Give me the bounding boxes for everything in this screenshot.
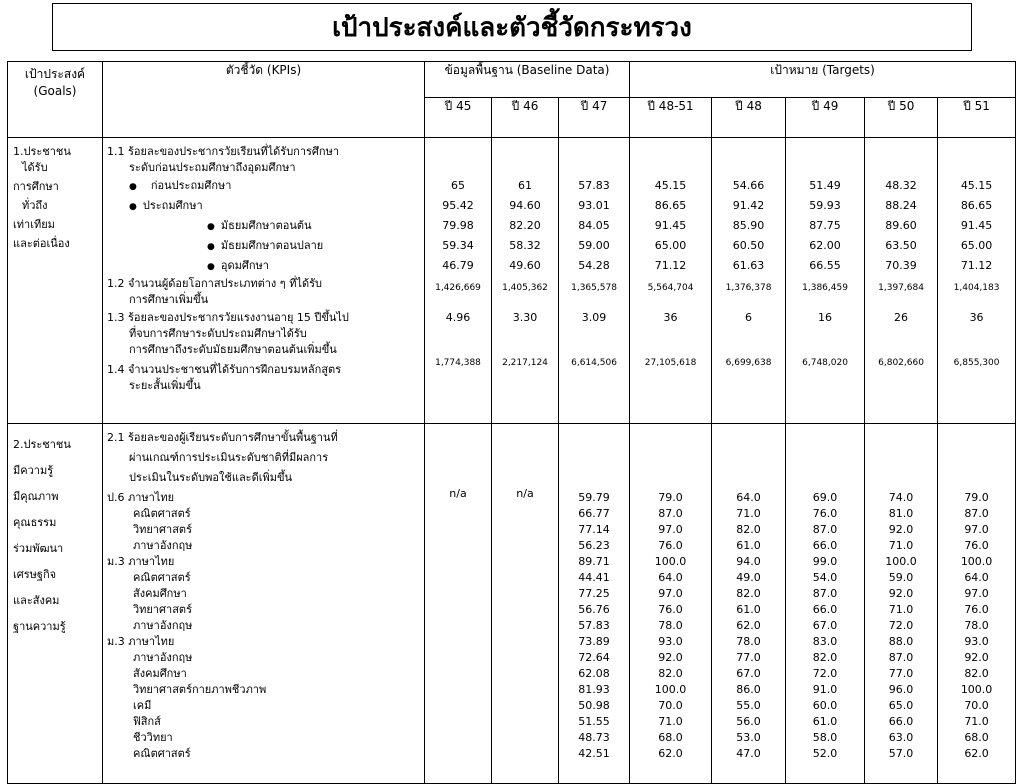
section-1-kpis: [103, 138, 425, 424]
score-value: 66.0: [812, 539, 838, 552]
score-value: 92.0: [964, 651, 989, 664]
subject-list: [107, 490, 424, 762]
score-value: 71.0: [888, 539, 914, 552]
section-2-row: [8, 424, 1016, 784]
score-value: 92.0: [888, 587, 914, 600]
score-value: 73.89: [578, 635, 610, 648]
section-1-row: [8, 138, 1016, 424]
percent-value: 6: [745, 311, 753, 324]
score-value: 77.14: [578, 523, 610, 536]
score-value: 71.0: [964, 715, 989, 728]
goal-line: และสังคม: [13, 594, 60, 607]
subject-label: ภาษาอังกฤษ: [133, 539, 193, 552]
pct-value: 94.60: [509, 199, 541, 212]
kpi-line: ผ่านเกณฑ์การประเมินระดับชาติที่มีผลการ: [129, 451, 329, 464]
year-header: ปี 48: [712, 98, 786, 138]
header-targets: เป้าหมาย (Targets): [630, 62, 1016, 98]
score-value: 70.0: [658, 699, 683, 712]
section-2-col-46: [492, 424, 559, 784]
score-value: 61.0: [736, 539, 761, 552]
pct-value: 86.65: [960, 199, 993, 212]
score-value: 92.0: [658, 651, 683, 664]
kpi-text: มัธยมศึกษาตอนปลาย: [220, 239, 324, 252]
score-value: 70.0: [964, 699, 989, 712]
score-value: 97.0: [658, 523, 683, 536]
bullet-icon: [207, 259, 221, 272]
score-value: 76.0: [812, 507, 838, 520]
pct-value: 59.34: [442, 239, 474, 252]
score-value: 56.76: [578, 603, 610, 616]
kpi-line: 1.2 จำนวนผู้ด้อยโอกาสประเภทต่าง ๆ ที่ได้รับ: [107, 277, 323, 290]
goal-line: 1.ประชาชน: [13, 145, 71, 158]
score-value: 53.0: [736, 731, 761, 744]
score-value: 87.0: [812, 587, 838, 600]
subject-label: เคมี: [133, 699, 152, 712]
section-1-col: [938, 138, 1016, 424]
score-value: 100.0: [654, 683, 687, 696]
pct-value: 45.15: [960, 179, 993, 192]
score-value: 76.0: [658, 539, 683, 552]
count-value: 1,386,459: [802, 283, 848, 293]
section-1-col: [492, 138, 559, 424]
score-value: 52.0: [812, 747, 838, 760]
count-value: 1,397,684: [878, 283, 924, 293]
kpi-line: [107, 216, 424, 236]
goal-line: คุณธรรม: [13, 516, 57, 529]
subject-label: คณิตศาสตร์: [133, 747, 191, 760]
kpi-line: ระดับก่อนประถมศึกษาถึงอุดมศึกษา: [129, 161, 296, 174]
pct-value: 88.24: [885, 199, 917, 212]
subject-label: ฟิสิกส์: [133, 715, 161, 728]
score-value: 57.0: [888, 747, 914, 760]
score-value: 56.0: [736, 715, 761, 728]
na-value: n/a: [449, 487, 467, 500]
goal-line: การศึกษา: [13, 180, 59, 193]
kpi-line: 2.1 ร้อยละของผู้เรียนระดับการศึกษาขั้นพื้นฐานที่: [107, 431, 338, 444]
pct-value: 71.12: [960, 259, 993, 272]
score-value: 77.25: [578, 587, 610, 600]
score-value: 67.0: [812, 619, 838, 632]
pct-value: 60.50: [732, 239, 765, 252]
kpi-line: [107, 236, 424, 256]
score-value: 97.0: [658, 587, 683, 600]
percent-value: 36: [663, 311, 678, 324]
score-value: 54.0: [812, 571, 838, 584]
pct-value: 95.42: [442, 199, 474, 212]
pct-value: 82.20: [509, 219, 541, 232]
pct-value: 70.39: [885, 259, 917, 272]
count-value: 6,748,020: [802, 358, 848, 368]
pct-value: 84.05: [578, 219, 610, 232]
score-value: 77.0: [736, 651, 761, 664]
pct-value: 59.00: [578, 239, 610, 252]
pct-value: 66.55: [809, 259, 841, 272]
count-value: 1,774,388: [435, 358, 481, 368]
score-value: 100.0: [654, 555, 687, 568]
score-value: 50.98: [578, 699, 610, 712]
score-value: 82.0: [812, 651, 838, 664]
score-value: 62.0: [658, 747, 683, 760]
score-value: 57.83: [578, 619, 610, 632]
pct-value: 65.00: [960, 239, 993, 252]
score-value: 82.0: [658, 667, 683, 680]
score-value: 66.0: [888, 715, 914, 728]
section-2-col: [938, 424, 1016, 784]
score-value: 78.0: [658, 619, 683, 632]
pct-value: 91.42: [732, 199, 765, 212]
section-2-goal: [8, 424, 103, 784]
subject-label: วิทยาศาสตร์กายภาพชีวภาพ: [133, 683, 267, 696]
goal-line: และต่อเนื่อง: [13, 237, 70, 250]
score-value: 81.0: [888, 507, 914, 520]
score-value: 71.0: [888, 603, 914, 616]
header-kpis: ตัวชี้วัด (KPIs): [103, 62, 425, 138]
score-value: 79.0: [964, 491, 989, 504]
goal-line: ทั่วถึง: [22, 199, 48, 212]
percent-value: 3.30: [512, 311, 538, 324]
year-header: ปี 49: [786, 98, 865, 138]
year-header: ปี 51: [938, 98, 1016, 138]
score-value: 42.51: [578, 747, 610, 760]
count-value: 6,699,638: [725, 358, 772, 368]
pct-value: 48.32: [885, 179, 917, 192]
bullet-icon: [207, 239, 221, 252]
score-value: 60.0: [812, 699, 838, 712]
score-value: 61.0: [812, 715, 838, 728]
section-1-col: [630, 138, 712, 424]
subject-label: สังคมศึกษา: [133, 667, 187, 680]
kpi-text: ก่อนประถมศึกษา: [150, 179, 232, 192]
goal-line: ได้รับ: [22, 161, 48, 174]
kpi-line: 1.4 จำนวนประชาชนที่ได้รับการฝึกอบรมหลักสูตร: [107, 363, 342, 376]
pct-value: 71.12: [654, 259, 687, 272]
score-value: 87.0: [964, 507, 989, 520]
score-value: 69.0: [812, 491, 838, 504]
section-1-col: [865, 138, 938, 424]
score-value: 79.0: [658, 491, 683, 504]
score-value: 55.0: [736, 699, 761, 712]
score-value: 83.0: [812, 635, 838, 648]
score-value: 62.08: [578, 667, 610, 680]
section-2-col: [559, 424, 630, 784]
count-value: 27,105,618: [644, 358, 697, 368]
pct-value: 93.01: [578, 199, 610, 212]
pct-value: 91.45: [654, 219, 687, 232]
score-value: 76.0: [964, 603, 989, 616]
score-value: 71.0: [658, 715, 683, 728]
count-value: 5,564,704: [647, 283, 694, 293]
pct-value: 61: [518, 179, 532, 192]
percent-value: 16: [818, 311, 833, 324]
score-value: 94.0: [736, 555, 761, 568]
pct-value: 57.83: [578, 179, 610, 192]
pct-value: 54.66: [732, 179, 765, 192]
title-box: [52, 3, 972, 51]
score-value: 76.0: [658, 603, 683, 616]
score-value: 97.0: [964, 523, 989, 536]
score-value: 71.0: [736, 507, 761, 520]
percent-value: 3.09: [581, 311, 607, 324]
count-value: 1,405,362: [502, 283, 548, 293]
subject-label: ภาษาอังกฤษ: [133, 651, 193, 664]
page-title: เป้าประสงค์และตัวชี้วัดกระทรวง: [332, 12, 692, 43]
score-value: 62.0: [736, 619, 761, 632]
score-value: 47.0: [736, 747, 761, 760]
count-value: 1,404,183: [953, 283, 1000, 293]
percent-value: 36: [969, 311, 984, 324]
header-baseline: ข้อมูลพื้นฐาน (Baseline Data): [425, 62, 630, 98]
count-value: 1,365,578: [571, 283, 617, 293]
kpi-line: ประเมินในระดับพอใช้และดีเพิ่มขึ้น: [129, 471, 293, 484]
subject-label: คณิตศาสตร์: [133, 571, 191, 584]
count-value: 6,614,506: [571, 358, 617, 368]
score-value: 86.0: [736, 683, 761, 696]
score-value: 48.73: [578, 731, 610, 744]
score-value: 76.0: [964, 539, 989, 552]
score-value: 78.0: [964, 619, 989, 632]
score-value: 72.0: [812, 667, 838, 680]
pct-value: 65: [451, 179, 465, 192]
year-header: ปี 47: [559, 98, 630, 138]
score-value: 72.64: [578, 651, 610, 664]
goal-line: เท่าเทียม: [13, 218, 55, 231]
score-value: 92.0: [888, 523, 914, 536]
count-value: 2,217,124: [502, 358, 548, 368]
kpi-line: [107, 256, 424, 276]
score-value: 64.0: [964, 571, 989, 584]
pct-value: 85.90: [732, 219, 765, 232]
section-2-col: [865, 424, 938, 784]
score-value: 64.0: [658, 571, 683, 584]
goal-line: มีความรู้: [13, 464, 54, 477]
kpi-line: ที่จบการศึกษาระดับประถมศึกษาได้รับ: [129, 327, 307, 340]
score-value: 82.0: [736, 587, 761, 600]
section-2-col: [630, 424, 712, 784]
pct-value: 87.75: [809, 219, 841, 232]
score-value: 49.0: [736, 571, 761, 584]
score-value: 82.0: [964, 667, 989, 680]
subject-label: ภาษาอังกฤษ: [133, 619, 193, 632]
section-1-col: [425, 138, 492, 424]
pct-value: 86.65: [654, 199, 687, 212]
percent-value: 26: [894, 311, 909, 324]
pct-value: 59.93: [809, 199, 841, 212]
score-value: 99.0: [812, 555, 838, 568]
percent-value: 4.96: [445, 311, 471, 324]
kpi-line: 1.3 ร้อยละของประชากรวัยแรงงานอายุ 15 ปีขึ้นไป: [107, 311, 349, 324]
section-1-col: [712, 138, 786, 424]
score-value: 62.0: [964, 747, 989, 760]
pct-value: 46.79: [442, 259, 474, 272]
score-value: 67.0: [736, 667, 761, 680]
count-value: 6,802,660: [878, 358, 924, 368]
score-value: 66.77: [578, 507, 610, 520]
goal-line: 2.ประชาชน: [13, 438, 71, 451]
pct-value: 54.28: [578, 259, 610, 272]
pct-value: 45.15: [654, 179, 687, 192]
goal-line: เศรษฐกิจ: [13, 568, 57, 581]
year-header: ปี 48-51: [630, 98, 712, 138]
score-value: 78.0: [736, 635, 761, 648]
section-1-goal: [8, 138, 103, 424]
score-value: 72.0: [888, 619, 914, 632]
pct-value: 49.60: [509, 259, 541, 272]
score-value: 64.0: [736, 491, 761, 504]
subject-label: ชีววิทยา: [133, 731, 173, 744]
score-value: 59.79: [578, 491, 610, 504]
kpi-table: [7, 61, 1016, 784]
score-value: 82.0: [736, 523, 761, 536]
year-header: ปี 45: [425, 98, 492, 138]
kpi-line: การศึกษาเพิ่มขึ้น: [129, 293, 209, 306]
bullet-icon: [207, 219, 221, 232]
pct-value: 89.60: [885, 219, 917, 232]
pct-value: 51.49: [809, 179, 841, 192]
pct-value: 65.00: [654, 239, 687, 252]
count-value: 6,855,300: [953, 358, 1000, 368]
pct-value: 63.50: [885, 239, 917, 252]
pct-value: 62.00: [809, 239, 841, 252]
score-value: 59.0: [888, 571, 914, 584]
section-2-col-45: [425, 424, 492, 784]
count-value: 1,376,378: [725, 283, 772, 293]
score-value: 81.93: [578, 683, 610, 696]
score-value: 61.0: [736, 603, 761, 616]
score-value: 88.0: [888, 635, 914, 648]
subject-label: ป.6 ภาษาไทย: [107, 491, 175, 504]
score-value: 100.0: [960, 683, 993, 696]
kpi-line: 1.1 ร้อยละของประชากรวัยเรียนที่ได้รับการศึกษา: [107, 145, 339, 158]
score-value: 65.0: [888, 699, 914, 712]
subject-label: วิทยาศาสตร์: [133, 603, 192, 616]
kpi-text: มัธยมศึกษาตอนต้น: [220, 219, 312, 232]
bullet-icon: [129, 199, 143, 212]
score-value: 63.0: [888, 731, 914, 744]
subject-label: ม.3 ภาษาไทย: [107, 555, 175, 568]
section-1-col: [786, 138, 865, 424]
goal-line: มีคุณภาพ: [13, 490, 59, 503]
score-value: 51.55: [578, 715, 610, 728]
score-value: 74.0: [888, 491, 914, 504]
section-2-col: [712, 424, 786, 784]
score-value: 44.41: [578, 571, 610, 584]
kpi-line: การศึกษาถึงระดับมัธยมศึกษาตอนต้นเพิ่มขึ้น: [129, 343, 337, 356]
score-value: 97.0: [964, 587, 989, 600]
score-value: 87.0: [658, 507, 683, 520]
kpi-line: [107, 176, 424, 196]
subject-label: สังคมศึกษา: [133, 587, 187, 600]
score-value: 100.0: [960, 555, 993, 568]
subject-label: ม.3 ภาษาไทย: [107, 635, 175, 648]
section-2-col: [786, 424, 865, 784]
score-value: 68.0: [658, 731, 683, 744]
score-value: 93.0: [964, 635, 989, 648]
kpi-text: อุดมศึกษา: [220, 259, 269, 272]
score-value: 66.0: [812, 603, 838, 616]
score-value: 91.0: [812, 683, 838, 696]
header-goals: เป้าประสงค์ (Goals): [8, 62, 103, 138]
section-1-col: [559, 138, 630, 424]
pct-value: 58.32: [509, 239, 541, 252]
score-value: 87.0: [812, 523, 838, 536]
kpi-line: [107, 196, 424, 216]
pct-value: 61.63: [732, 259, 765, 272]
kpi-line: ระยะสั้นเพิ่มขึ้น: [129, 379, 201, 392]
score-value: 93.0: [658, 635, 683, 648]
na-value: n/a: [516, 487, 534, 500]
pct-value: 91.45: [960, 219, 993, 232]
kpi-text: ประถมศึกษา: [142, 199, 203, 212]
count-value: 1,426,669: [435, 283, 481, 293]
goal-line: ฐานความรู้: [13, 620, 66, 633]
score-value: 100.0: [885, 555, 917, 568]
subject-label: วิทยาศาสตร์: [133, 523, 192, 536]
score-value: 56.23: [578, 539, 610, 552]
score-value: 68.0: [964, 731, 989, 744]
score-value: 87.0: [888, 651, 914, 664]
score-value: 77.0: [888, 667, 914, 680]
year-header: ปี 46: [492, 98, 559, 138]
score-value: 58.0: [812, 731, 838, 744]
goal-line: ร่วมพัฒนา: [13, 542, 64, 555]
section-2-kpis: [103, 424, 425, 784]
bullet-icon: [129, 179, 143, 192]
pct-value: 79.98: [442, 219, 474, 232]
score-value: 96.0: [888, 683, 914, 696]
year-header: ปี 50: [865, 98, 938, 138]
subject-label: คณิตศาสตร์: [133, 507, 191, 520]
score-value: 89.71: [578, 555, 610, 568]
